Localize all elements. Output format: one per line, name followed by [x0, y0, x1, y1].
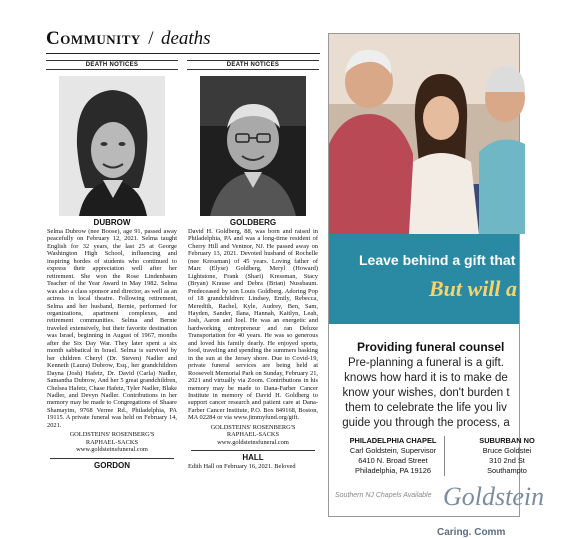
next-deceased-name: HALL [242, 453, 264, 463]
portrait-image [200, 76, 306, 216]
chapel-supervisor: Carl Goldstein, Supervisor [349, 446, 437, 455]
ad-tagline: Caring. Comm [437, 527, 506, 538]
chapel-divider [444, 436, 445, 476]
ad-banner [329, 234, 519, 324]
ad-body-text [333, 356, 519, 431]
obituary-text: Selma Dubrow (nee Boose), age 91, passed away peacefully on February 12, 2021. Selma taught English for 32 years, the last 25 at George Washington High School, influencing and inspiring hordes of students who continued to express their appreciation well after her retirement. She won the Rose Lindenbaum Teacher of the Year Award in May 1982. Selma was also a class sponsor and director, as well as an actress in local theatre. Following retirement, Selma and her husband, Bernie, performed for organizations, apartment complexes, and retirement communities. Selma and Bernie traveled extensively, but their favorite destination was Israel, beginning in August of 1967, months after the Six Day War. They later spent a six month sabbatical in Israel. Selma is survived by her children Cheryl (Dr. Steven) Nadler and Kenneth (Laura) Dubrow, Esq., her grandchildren Dayna (Josh) Hafetz, Dr. David (Carla) Nadler, Samantha Dubrow, And her 5 great grandchildren, Chelsea Hafetz, Chase Hafetz, Tyler Nadler, Blake Nadler, and Devyn Nadler. Contributions in her memory may be made to Congregations of Shaare Shamayim, 9768 Verree Rd., Philadelphia, PA 19115. A private funeral was held on February 14, 2021. [47, 228, 177, 429]
banner-script-line: But will a [429, 276, 518, 301]
deceased-name: DUBROW [93, 218, 131, 227]
portrait-image [59, 76, 165, 216]
ad-body-line: Pre-planning a funeral is a gift. [348, 357, 504, 369]
chapel-city: Southampto [487, 466, 527, 475]
deceased-name: GOLDBERG [229, 218, 277, 227]
portrait-photo-dubrow [59, 76, 165, 216]
ad-note: Southern NJ Chapels Available [335, 492, 432, 499]
section-separator: / [148, 28, 154, 49]
notice-divider [50, 458, 174, 459]
funeral-home-website: www.goldsteinsfuneral.com [76, 446, 148, 454]
ad-body-line: knows how hard it is to make de [344, 372, 508, 384]
funeral-home-name: GOLDSTEINS' ROSENBERG'S [210, 423, 296, 431]
chapel-info-suburban [447, 436, 567, 476]
chapel-info-philadelphia [333, 436, 453, 476]
chapel-name: PHILADELPHIA CHAPEL [349, 436, 437, 445]
funeral-home-subname: RAPHAEL-SACKS [226, 431, 280, 439]
obituary-text: David H. Goldberg, 88, was born and raised in Philadelphia, PA and was a long-time resident of Cherry Hill and Ventnor, NJ. He passed away on February 13, 2021. Devoted husband of Rochelle (nee Kressman) of 45 years. Loving father of Marc (Elyse) Goldberg, Meryl (Howard) Lightstone, Frank (Shari) Kressman, Stacy (Bryan) Krause and Debra (Brian) Nussbaum. Predeceased by son Louis Goldberg. Adoring Pop of 18 grandchildren: Lindsey, Emily, Rebecca, Meredith, Rachel, Kyle, Audrey, Ben, Sam, Hayden, Sander, Ilana, Hannah, Kaitlyn, Leah, Josh, Aaron and Joel. He was an energetic and hardworking entrepreneur and ran Deluxe Transportation for 40 years. He was so generous and loved his family dearly. He enjoyed sports, food, traveling and spending the summers basking in the sun at the Jersey shore. Due to Covid-19, private funeral services are being held at Roosevelt Memorial Park on Sunday, February 21, 2021 and virtually via Zoom. Contributions in his memory may be made to Dana-Farber Cancer Institute in memory of David H. Goldberg to support cancer research and patient care at Dana-Farber Cancer Institute, P.O. Box 849168, Boston, MA 02284 or via www.jimmyfund.org/gift. [188, 228, 318, 422]
notice-divider [191, 450, 315, 451]
funeral-home-advertisement[interactable] [328, 33, 545, 538]
chapel-street: 6410 N. Broad Street [358, 456, 428, 465]
chapel-supervisor: Bruce Goldstei [482, 446, 532, 455]
funeral-home-subname: RAPHAEL-SACKS [85, 438, 139, 446]
chapel-name: SUBURBAN NO [479, 436, 535, 445]
funeral-home-website: www.goldsteinsfuneral.com [217, 438, 289, 446]
next-deceased-name: GORDON [94, 460, 130, 470]
ad-body-line: guide you through the process, a [342, 417, 510, 429]
funeral-home-name: GOLDSTEINS' ROSENBERG'S [69, 431, 155, 439]
death-notice-column-left [46, 60, 178, 470]
family-image [329, 34, 519, 234]
death-notice-column-right [187, 60, 319, 471]
ad-body-line: them to celebrate the life you liv [345, 402, 507, 414]
column-heading: DEATH NOTICES [187, 60, 319, 70]
section-title: Community [46, 28, 141, 49]
header-rule [46, 53, 320, 54]
ad-body-line: know your wishes, don't burden t [342, 387, 510, 399]
ad-title: Providing funeral counsel [357, 340, 505, 354]
chapel-street: 310 2nd St [489, 456, 525, 465]
family-photo [329, 34, 519, 234]
portrait-photo-goldberg [200, 76, 306, 216]
funeral-home-logo: Goldstein [443, 482, 545, 511]
next-obituary-text: Edith Hall on February 16, 2021. Beloved [188, 463, 296, 471]
section-subtitle: deaths [160, 28, 211, 49]
banner-headline: Leave behind a gift that [359, 252, 516, 268]
chapel-city: Philadelphia, PA 19126 [355, 466, 431, 475]
column-heading: DEATH NOTICES [46, 60, 178, 70]
